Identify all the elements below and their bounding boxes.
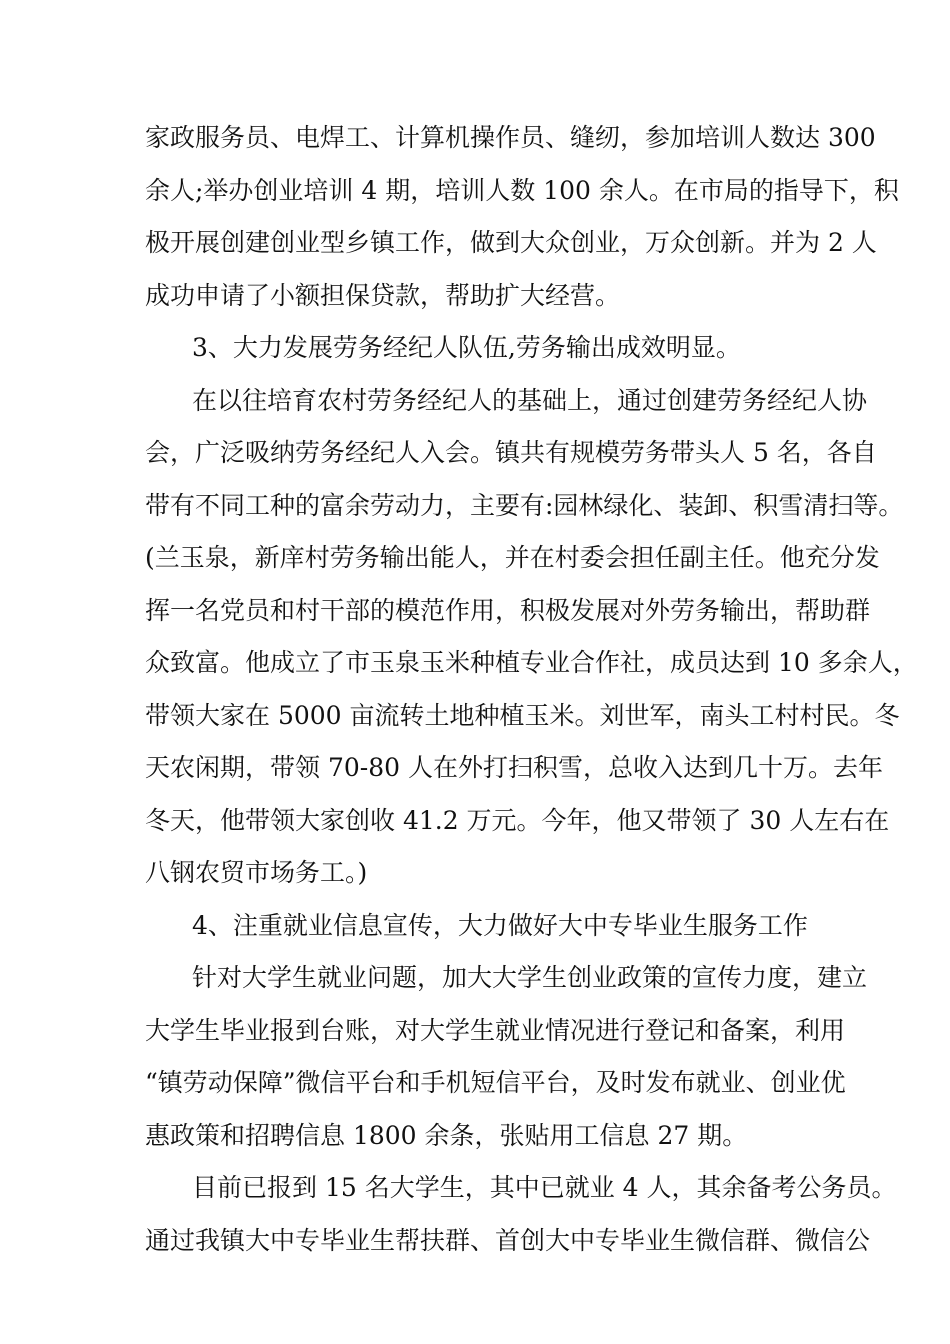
paragraph-line: 极开展创建创业型乡镇工作，做到大众创业，万众创新。并为 2 人: [145, 228, 877, 257]
section-heading: 3、大力发展劳务经纪人队伍,劳务输出成效明显。: [192, 333, 741, 362]
paragraph-line: 会，广泛吸纳劳务经纪人入会。镇共有规模劳务带头人 5 名，各自: [145, 438, 877, 467]
paragraph-line: “镇劳动保障”微信平台和手机短信平台，及时发布就业、创业优: [145, 1068, 846, 1097]
paragraph-line: 目前已报到 15 名大学生，其中已就业 4 人，其余备考公务员。: [192, 1173, 897, 1202]
paragraph-line: 家政服务员、电焊工、计算机操作员、缝纫，参加培训人数达 300: [145, 123, 876, 152]
document-body: [145, 112, 918, 1267]
paragraph-line: (兰玉泉，新庠村劳务输出能人，并在村委会担任副主任。他充分发: [145, 543, 880, 572]
paragraph-line: 带有不同工种的富余劳动力，主要有:园林绿化、装卸、积雪清扫等。: [145, 490, 904, 520]
paragraph-line: 天农闲期，带领 70-80 人在外打扫积雪，总收入达到几十万。去年: [145, 753, 883, 782]
paragraph-line: 余人;举办创业培训 4 期，培训人数 100 余人。在市局的指导下，积: [145, 175, 899, 205]
paragraph-line: 在以往培育农村劳务经纪人的基础上，通过创建劳务经纪人协: [192, 385, 868, 415]
paragraph-line: 带领大家在 5000 亩流转土地种植玉米。刘世军，南头工村村民。冬: [145, 700, 900, 730]
section-heading: 4、注重就业信息宣传，大力做好大中专毕业生服务工作: [192, 910, 808, 940]
paragraph-line: 冬天，他带领大家创收 41.2 万元。今年，他又带领了 30 人左右在: [145, 805, 890, 835]
paragraph-line: 挥一名党员和村干部的模范作用，积极发展对外劳务输出，帮助群: [145, 595, 871, 625]
paragraph-line: 针对大学生就业问题，加大大学生创业政策的宣传力度，建立: [192, 963, 868, 992]
paragraph-line: 众致富。他成立了市玉泉玉米种植专业合作社，成员达到 10 多余人，: [145, 648, 918, 677]
paragraph-line: 成功申请了小额担保贷款，帮助扩大经营。: [145, 280, 621, 310]
paragraph-line: 惠政策和招聘信息 1800 余条，张贴用工信息 27 期。: [145, 1120, 748, 1150]
paragraph-line: 大学生毕业报到台账，对大学生就业情况进行登记和备案，利用: [145, 1015, 846, 1045]
paragraph-line: 通过我镇大中专毕业生帮扶群、首创大中专毕业生微信群、微信公: [145, 1225, 871, 1255]
paragraph-line: 八钢农贸市场务工。): [145, 858, 368, 887]
